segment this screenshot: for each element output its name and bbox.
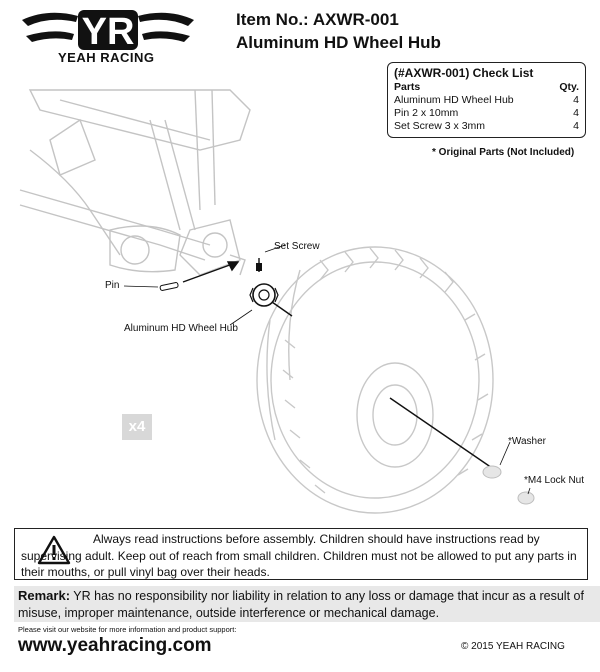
column-parts: Parts — [394, 81, 421, 93]
product-title: Aluminum HD Wheel Hub — [236, 33, 441, 52]
check-list-title: (#AXWR-001) Check List — [394, 66, 534, 80]
visit-note: Please visit our website for more information and product support: — [18, 625, 237, 634]
remark-label: Remark: — [18, 588, 71, 603]
copyright: © 2015 YEAH RACING — [461, 641, 565, 652]
set-screw-label: Set Screw — [274, 241, 320, 252]
part-name: Pin 2 x 10mm — [394, 107, 459, 119]
logo-text: YEAH RACING — [58, 50, 155, 65]
remark-text: YR has no responsibility nor liability in relation to any loss or damage that incur as a result of misuse, improper maintenance, outside interference or mechanical damage. — [18, 589, 584, 620]
remark-box — [14, 586, 600, 622]
part-qty: 4 — [573, 94, 579, 106]
item-number: Item No.: AXWR-001 — [236, 10, 399, 29]
svg-text:YR: YR — [81, 11, 135, 53]
callout-lines — [124, 245, 530, 494]
assembly-illustration — [0, 80, 600, 520]
original-parts-note: * Original Parts (Not Included) — [432, 147, 575, 158]
assembly-arrows — [183, 258, 495, 470]
tire-sketch — [257, 247, 493, 513]
pin-label: Pin — [105, 280, 120, 291]
column-qty: Qty. — [559, 81, 579, 93]
lock-nut-label: *M4 Lock Nut — [524, 475, 585, 486]
pin-part — [160, 282, 179, 291]
assembly-diagram — [0, 80, 600, 520]
hub-label: Aluminum HD Wheel Hub — [124, 323, 238, 334]
axle-frame-sketch — [20, 90, 250, 275]
part-qty: 4 — [573, 107, 579, 119]
part-name: Set Screw 3 x 3mm — [394, 120, 486, 132]
part-qty: 4 — [573, 120, 579, 132]
washer-label: *Washer — [508, 436, 546, 447]
hub-part — [250, 263, 278, 306]
warning-text: Always read instructions before assembly. Children should have instructions read by supervising adult. Keep out of reach from small children. Children must not be allowed to put any parts in their mouths, or pull vinyl bag over their heads. — [21, 532, 577, 579]
part-name: Aluminum HD Wheel Hub — [394, 94, 514, 106]
safety-warning — [14, 528, 588, 580]
website-link[interactable]: www.yeahracing.com — [18, 635, 212, 656]
quantity-multiplier: x4 — [122, 414, 152, 440]
